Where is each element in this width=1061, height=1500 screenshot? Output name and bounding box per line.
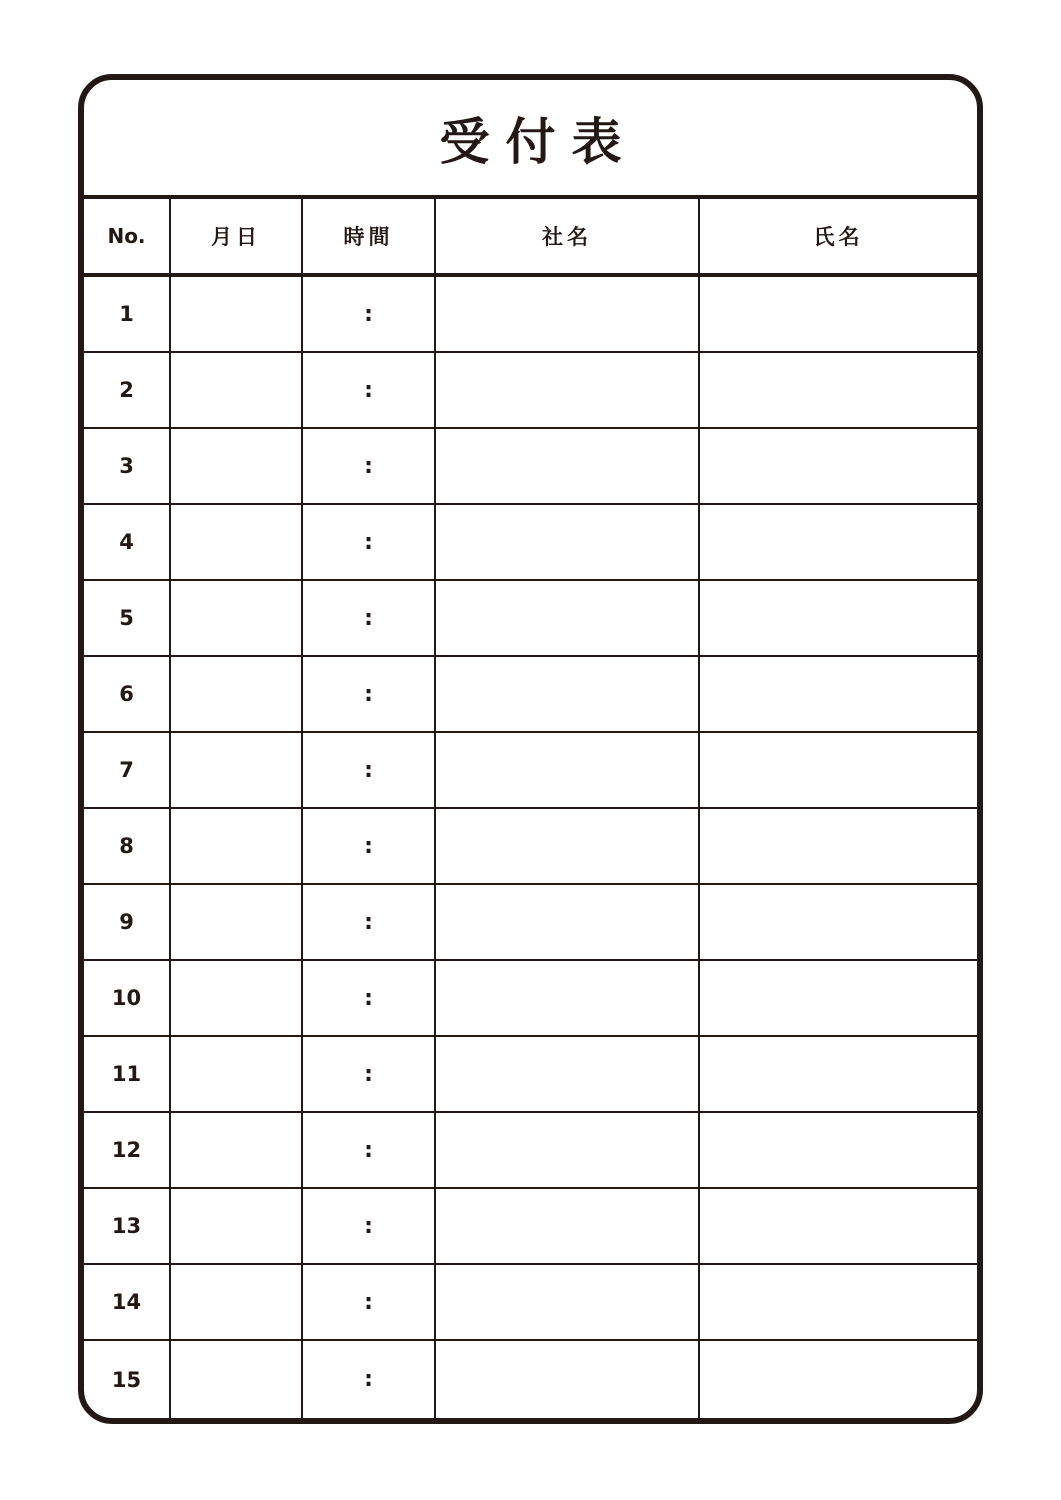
row-number: 12 xyxy=(84,1113,171,1189)
header-name: 氏名 xyxy=(700,199,977,277)
row-number: 4 xyxy=(84,505,171,581)
company-cell[interactable] xyxy=(436,733,700,809)
date-cell[interactable] xyxy=(171,277,303,353)
name-cell[interactable] xyxy=(700,961,977,1037)
name-cell[interactable] xyxy=(700,581,977,657)
form-frame xyxy=(78,74,983,1424)
row-number: 3 xyxy=(84,429,171,505)
name-cell[interactable] xyxy=(700,1113,977,1189)
date-cell[interactable] xyxy=(171,809,303,885)
header-company: 社名 xyxy=(436,199,700,277)
row-number: 13 xyxy=(84,1189,171,1265)
name-cell[interactable] xyxy=(700,353,977,429)
name-cell[interactable] xyxy=(700,885,977,961)
time-cell[interactable]: : xyxy=(303,429,436,505)
name-cell[interactable] xyxy=(700,1265,977,1341)
name-cell[interactable] xyxy=(700,1037,977,1113)
name-cell[interactable] xyxy=(700,657,977,733)
date-cell[interactable] xyxy=(171,1265,303,1341)
time-cell[interactable]: : xyxy=(303,277,436,353)
row-number: 5 xyxy=(84,581,171,657)
time-cell[interactable]: : xyxy=(303,961,436,1037)
company-cell[interactable] xyxy=(436,1037,700,1113)
time-cell[interactable]: : xyxy=(303,581,436,657)
reception-table xyxy=(84,199,977,1418)
time-cell[interactable]: : xyxy=(303,885,436,961)
row-number: 9 xyxy=(84,885,171,961)
company-cell[interactable] xyxy=(436,885,700,961)
time-cell[interactable]: : xyxy=(303,353,436,429)
name-cell[interactable] xyxy=(700,1189,977,1265)
row-number: 7 xyxy=(84,733,171,809)
company-cell[interactable] xyxy=(436,1113,700,1189)
company-cell[interactable] xyxy=(436,1265,700,1341)
date-cell[interactable] xyxy=(171,429,303,505)
row-number: 15 xyxy=(84,1341,171,1418)
time-cell[interactable]: : xyxy=(303,809,436,885)
date-cell[interactable] xyxy=(171,1189,303,1265)
form-title: 受付表 xyxy=(439,112,638,171)
header-time: 時間 xyxy=(303,199,436,277)
date-cell[interactable] xyxy=(171,1341,303,1418)
company-cell[interactable] xyxy=(436,353,700,429)
name-cell[interactable] xyxy=(700,505,977,581)
header-date: 月日 xyxy=(171,199,303,277)
company-cell[interactable] xyxy=(436,429,700,505)
date-cell[interactable] xyxy=(171,581,303,657)
row-number: 1 xyxy=(84,277,171,353)
row-number: 11 xyxy=(84,1037,171,1113)
date-cell[interactable] xyxy=(171,657,303,733)
header-no: No. xyxy=(84,199,171,277)
date-cell[interactable] xyxy=(171,1113,303,1189)
title-row xyxy=(84,80,977,199)
time-cell[interactable]: : xyxy=(303,1113,436,1189)
time-cell[interactable]: : xyxy=(303,1341,436,1418)
company-cell[interactable] xyxy=(436,505,700,581)
date-cell[interactable] xyxy=(171,733,303,809)
time-cell[interactable]: : xyxy=(303,657,436,733)
date-cell[interactable] xyxy=(171,961,303,1037)
company-cell[interactable] xyxy=(436,1341,700,1418)
company-cell[interactable] xyxy=(436,1189,700,1265)
company-cell[interactable] xyxy=(436,581,700,657)
time-cell[interactable]: : xyxy=(303,733,436,809)
date-cell[interactable] xyxy=(171,353,303,429)
company-cell[interactable] xyxy=(436,277,700,353)
name-cell[interactable] xyxy=(700,429,977,505)
name-cell[interactable] xyxy=(700,1341,977,1418)
name-cell[interactable] xyxy=(700,733,977,809)
date-cell[interactable] xyxy=(171,505,303,581)
row-number: 8 xyxy=(84,809,171,885)
company-cell[interactable] xyxy=(436,657,700,733)
time-cell[interactable]: : xyxy=(303,1189,436,1265)
name-cell[interactable] xyxy=(700,809,977,885)
company-cell[interactable] xyxy=(436,809,700,885)
company-cell[interactable] xyxy=(436,961,700,1037)
name-cell[interactable] xyxy=(700,277,977,353)
time-cell[interactable]: : xyxy=(303,1037,436,1113)
time-cell[interactable]: : xyxy=(303,1265,436,1341)
row-number: 14 xyxy=(84,1265,171,1341)
date-cell[interactable] xyxy=(171,885,303,961)
row-number: 6 xyxy=(84,657,171,733)
row-number: 10 xyxy=(84,961,171,1037)
date-cell[interactable] xyxy=(171,1037,303,1113)
time-cell[interactable]: : xyxy=(303,505,436,581)
row-number: 2 xyxy=(84,353,171,429)
